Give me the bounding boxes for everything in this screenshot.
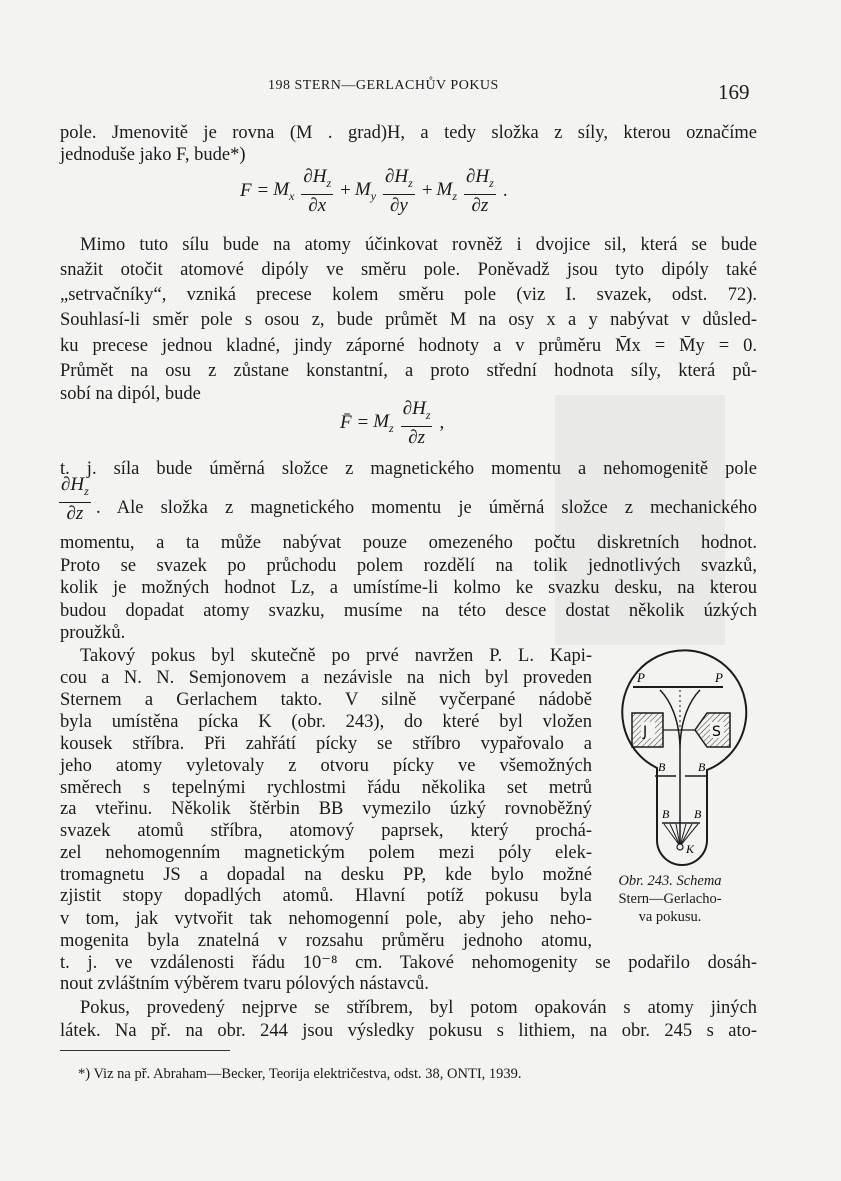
inline-fraction	[56, 474, 94, 525]
comma: ,	[439, 412, 445, 434]
text-line: kousek stříbra. Při zahřátí pícky se stříbro vypařovalo a	[60, 734, 592, 754]
fraction	[383, 166, 415, 217]
term: M	[373, 411, 390, 432]
numerator: ∂H	[466, 166, 490, 187]
subscript: z	[389, 420, 394, 435]
label-b: B	[662, 807, 670, 821]
plus-sign: +	[340, 180, 351, 202]
text-line: Pokus, provedený nejprve se stříbrem, byl potom opakován s atomy jiných	[80, 998, 757, 1018]
numerator: ∂H	[61, 474, 85, 495]
text-line: Takový pokus byl skutečně po prvé navržen P. L. Kapi-	[80, 646, 592, 666]
text-line: Sternem a Gerlachem takto. V silně vyčerpané nádobě	[60, 690, 592, 710]
text-line: snažit otočit atomové dipóly ve směru pole. Poněvadž jsou tyto dipóly také	[60, 260, 757, 280]
term: M	[273, 179, 290, 200]
label-p: P	[637, 670, 645, 685]
label-s: S	[712, 724, 721, 740]
footnote: *) Viz na př. Abraham—Becker, Teorija električestva, odst. 38, ONTI, 1939.	[78, 1066, 522, 1082]
subscript: z	[326, 175, 332, 190]
text-line: ku precese jednou kladné, jindy záporné hodnoty a v průměru M̄x = M̄y = 0.	[60, 336, 757, 356]
fraction	[301, 166, 333, 217]
text-line: . Ale složka z magnetického momentu je úměrná složce z mechanického	[96, 498, 757, 518]
label-j: J	[643, 724, 648, 740]
text-line: proužků.	[60, 623, 126, 643]
beam-path	[660, 690, 700, 845]
term: M	[354, 179, 371, 200]
plus-sign: +	[421, 180, 433, 202]
denominator: ∂z	[471, 194, 489, 216]
text-line: v tom, jak vytvořit tak nehomogenní pole, aby jeho neho-	[60, 909, 592, 929]
term: M	[436, 179, 453, 200]
text-line: zjistit stopy dopadlých atomů. Hlavní potíž pokusu byla	[60, 886, 592, 906]
fraction	[401, 398, 433, 449]
denominator: ∂y	[390, 194, 408, 216]
numerator: ∂H	[303, 166, 327, 187]
subscript: z	[452, 188, 458, 203]
page-number: 169	[718, 80, 750, 104]
text-line: kolik je možných hodnot Lz, a umístíme-li kolmo ke svazku desku, na kterou	[60, 578, 757, 598]
label-k: K	[686, 842, 695, 856]
text-line: nout zvláštním výběrem tvaru pólových nástavců.	[60, 974, 429, 994]
subscript: x	[289, 188, 295, 203]
text-line: sobí na dipól, bude	[60, 384, 201, 404]
formula-lhs: F̄ =	[340, 412, 370, 434]
subscript: z	[489, 175, 494, 190]
subscript: y	[370, 188, 377, 203]
text-line: mogenita byla znatelná v rozsahu průměru jednoho atomu,	[60, 931, 592, 951]
text-line: Souhlasí-li směr pole s osou z, bude průmět M na osy x a y nabývat v důsled-	[60, 310, 757, 330]
text-line: byla umístěna pícka K (obr. 243), do které byl vložen	[60, 712, 592, 732]
text-line: t. j. ve vzdálenosti řádu 10⁻⁸ cm. Takové nehomogenity se podařilo dosáh-	[60, 953, 757, 973]
denominator: ∂x	[308, 194, 327, 216]
subscript: z	[425, 407, 431, 422]
text-line: směrech s tepelnými rychlostmi řádu několika set metrů	[60, 778, 592, 798]
fraction	[464, 166, 496, 217]
text-line: t. j. síla bude úměrná složce z magnetického momentu a nehomogenitě pole	[60, 459, 757, 479]
text-line: za vteřinu. Několik štěrbin BB vymezilo úzký rovnoběžný	[60, 799, 592, 819]
text-line: jeho atomy vyletovaly z otvoru pícky ve všemožných	[60, 756, 592, 776]
text-line: „setrvačníky“, vzniká precese kolem směru pole (viz I. svazek, odst. 72).	[60, 285, 757, 305]
formula-force	[240, 166, 508, 217]
label-b: B	[694, 807, 702, 821]
text-line: svazek atomů stříbra, atomový paprsek, který prochá-	[60, 821, 592, 841]
figure-caption: va pokusu.	[638, 909, 702, 925]
subscript: z	[84, 483, 89, 498]
figure-caption: Obr. 243. Schema	[618, 873, 722, 889]
period: .	[502, 180, 508, 202]
label-b: B	[698, 760, 706, 774]
oven-k	[677, 844, 683, 850]
stern-gerlach-schematic	[590, 640, 790, 880]
text-line: budou dopadat atomy svazku, musíme na této desce dostat několik úzkých	[60, 601, 757, 621]
formula-lhs: F =	[240, 180, 270, 202]
text-line: tromagnetu JS a dopadal na desku PP, kde bylo možné	[60, 865, 592, 885]
denominator: ∂z	[66, 502, 84, 524]
text-line: jednoduše jako F, bude*)	[60, 145, 246, 165]
text-line: Průmět na osu z zůstane konstantní, a proto střední hodnota síly, která pů-	[60, 361, 757, 381]
text-line: cou a N. N. Semjonovem a nezávisle na nich byl proveden	[60, 668, 592, 688]
text-line: látek. Na př. na obr. 244 jsou výsledky pokusu s lithiem, na obr. 245 s ato-	[60, 1021, 757, 1041]
label-b: B	[658, 760, 666, 774]
figure-caption: Stern—Gerlacho-	[618, 891, 722, 907]
running-header: 198 STERN—GERLACHŮV POKUS	[268, 78, 499, 93]
text-line: Proto se svazek po průchodu polem rozdělí na tolik jednotlivých svazků,	[60, 556, 757, 576]
footnote-rule	[60, 1050, 230, 1051]
formula-mean-force	[340, 398, 444, 449]
text-line: momentu, a ta může nabývat pouze omezeného počtu diskretních hodnot.	[60, 533, 757, 553]
text-line: pole. Jmenovitě je rovna (M . grad)H, a tedy složka z síly, kterou označíme	[60, 123, 757, 143]
text-line: zel nehomogenním magnetickým polem mezi póly elek-	[60, 843, 592, 863]
numerator: ∂H	[402, 398, 426, 419]
label-p: P	[715, 670, 723, 685]
subscript: z	[408, 175, 413, 190]
text-line: Mimo tuto sílu bude na atomy účinkovat rovněž i dvojice sil, která se bude	[80, 235, 757, 255]
denominator: ∂z	[408, 426, 425, 448]
numerator: ∂H	[385, 166, 409, 187]
